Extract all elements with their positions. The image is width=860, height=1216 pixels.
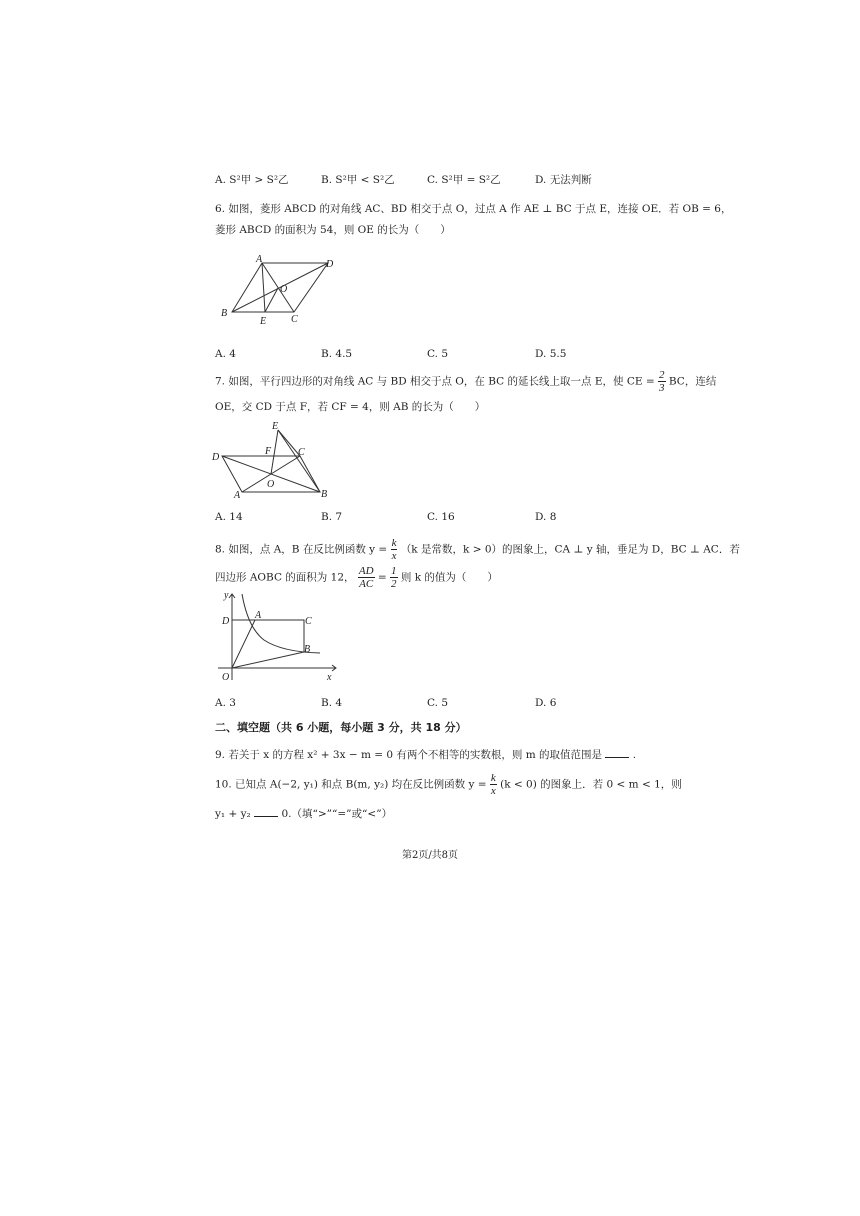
q8-text-d: 则 k 的值为（ ） bbox=[400, 571, 498, 584]
q10-text-d: 0.（填“>”“=”或“<”） bbox=[281, 808, 393, 820]
q10-answer-blank[interactable] bbox=[254, 806, 278, 817]
label-o: O bbox=[267, 479, 275, 490]
label-y: y bbox=[224, 590, 229, 601]
q8-hyperbola-figure bbox=[212, 588, 348, 684]
q8-text-b: （k 是常数，k > 0）的图象上，CA ⊥ y 轴，垂足为 D，BC ⊥ AC．若 bbox=[400, 543, 740, 556]
q6-option-a: A. 4 bbox=[215, 348, 236, 360]
q7-text-a: 7. 如图，平行四边形的对角线 AC 与 BD 相交于点 O，在 BC 的延长线上取一点 E，使 CE = bbox=[215, 375, 655, 388]
label-d: D bbox=[212, 452, 220, 463]
label-a: A bbox=[255, 610, 262, 621]
q8-option-c: C. 5 bbox=[427, 697, 449, 709]
label-d: D bbox=[326, 259, 334, 270]
q8-stem-line2 bbox=[215, 565, 498, 590]
q6-option-d: D. 5.5 bbox=[535, 348, 567, 360]
label-x: x bbox=[327, 672, 332, 683]
label-c: C bbox=[305, 616, 312, 627]
q8-option-a: A. 3 bbox=[215, 697, 236, 709]
q6-option-c: C. 5 bbox=[427, 348, 449, 360]
q5-options bbox=[215, 172, 635, 188]
q5-option-d: D. 无法判断 bbox=[535, 174, 592, 186]
q7-fraction: $\frac{2}{3}$ bbox=[659, 369, 665, 394]
label-e: E bbox=[260, 316, 267, 327]
section-heading-fill-in: 二、填空题（共 6 小题，每小题 3 分，共 18 分） bbox=[215, 721, 467, 734]
label-a: A bbox=[256, 254, 263, 265]
page-number: 第2页/共8页 bbox=[401, 850, 459, 861]
label-b: B bbox=[221, 308, 228, 319]
q6-option-b: B. 4.5 bbox=[321, 348, 353, 360]
q9-text-a: 9. 若关于 x 的方程 x² + 3x − m = 0 有两个不相等的实数根，则 m 的取值范围是 bbox=[215, 749, 603, 761]
q8-text-a: 8. 如图，点 A，B 在反比例函数 y = bbox=[215, 543, 388, 556]
extension-be bbox=[278, 430, 320, 492]
label-d: D bbox=[222, 616, 230, 627]
q6-stem-line2: 菱形 ABCD 的面积为 54，则 OE 的长为（ ） bbox=[215, 224, 451, 236]
q8-fraction: $\frac{k}{x}$ bbox=[391, 537, 397, 562]
q8-option-b: B. 4 bbox=[321, 697, 343, 709]
q8-options bbox=[215, 697, 635, 713]
segment-oa bbox=[232, 620, 255, 668]
diagonal-ac bbox=[262, 263, 294, 312]
q8-fraction-half: $\frac{1}{2}$ bbox=[391, 565, 397, 590]
q10-text-a: 10. 已知点 A(−2, y₁) 和点 B(m, y₂) 均在反比例函数 y = bbox=[215, 778, 487, 791]
q6-rhombus-figure bbox=[218, 252, 338, 328]
q7-option-b: B. 7 bbox=[321, 511, 343, 523]
q8-option-d: D. 6 bbox=[535, 697, 557, 709]
label-o: O bbox=[222, 672, 230, 683]
label-a: A bbox=[234, 490, 241, 501]
q9-stem bbox=[215, 747, 636, 762]
q9-text-b: . bbox=[632, 749, 637, 761]
q8-equals: = bbox=[377, 571, 387, 584]
q8-stem-line1 bbox=[215, 537, 740, 562]
label-b: B bbox=[304, 644, 311, 655]
q8-fraction-ad-ac: $\frac{AD}{AC}$ bbox=[358, 565, 374, 590]
altitude-ae bbox=[262, 263, 265, 312]
q10-stem-line2 bbox=[215, 806, 392, 821]
q5-option-c: C. S²甲 = S²乙 bbox=[427, 174, 501, 186]
q6-stem-line1: 6. 如图，菱形 ABCD 的对角线 AC、BD 相交于点 O，过点 A 作 AE ⊥ BC 于点 E，连接 OE．若 OB = 6， bbox=[215, 203, 732, 215]
segment-oe bbox=[271, 430, 278, 474]
q7-stem-line1 bbox=[215, 369, 716, 394]
label-o: O bbox=[280, 284, 288, 295]
extension-ce bbox=[278, 430, 300, 456]
segment-ob bbox=[232, 652, 304, 668]
q7-options bbox=[215, 511, 635, 527]
q10-text-c: y₁ + y₂ bbox=[215, 808, 251, 820]
q7-parallelogram-figure bbox=[208, 420, 336, 502]
label-b: B bbox=[321, 489, 328, 500]
label-f: F bbox=[265, 446, 272, 457]
q6-options bbox=[215, 348, 635, 364]
q10-stem-line1 bbox=[215, 772, 682, 797]
q7-option-a: A. 14 bbox=[215, 511, 243, 523]
q5-option-b: B. S²甲 < S²乙 bbox=[321, 174, 395, 186]
q7-stem-line2: OE，交 CD 于点 F，若 CF = 4，则 AB 的长为（ ） bbox=[215, 401, 486, 413]
q7-option-c: C. 16 bbox=[427, 511, 455, 523]
label-c: C bbox=[291, 314, 298, 325]
q7-option-d: D. 8 bbox=[535, 511, 557, 523]
label-c: C bbox=[298, 447, 305, 458]
q7-text-b: BC，连结 bbox=[668, 375, 717, 388]
q8-text-c: 四边形 AOBC 的面积为 12， bbox=[215, 571, 355, 584]
rect-dcb bbox=[232, 620, 304, 652]
q10-text-b: (k < 0) 的图象上．若 0 < m < 1，则 bbox=[500, 778, 682, 791]
q10-fraction: $\frac{k}{x}$ bbox=[490, 772, 496, 797]
label-e: E bbox=[272, 421, 279, 432]
q5-option-a: A. S²甲 > S²乙 bbox=[215, 174, 289, 186]
q9-answer-blank[interactable] bbox=[605, 747, 629, 758]
